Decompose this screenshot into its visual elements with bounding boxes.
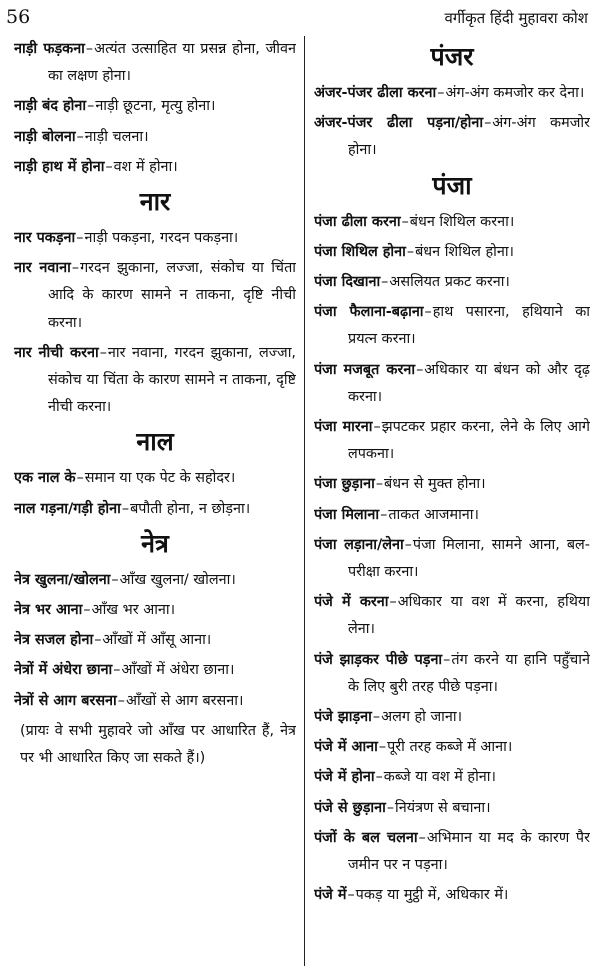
idiom-term: एक नाल के [14, 470, 76, 487]
idiom-meaning: बंधन शिथिल होना। [415, 243, 515, 260]
idiom-entry: पंजा फैलाना-बढ़ाना–हाथ पसारना, हथियाने का प्रयत्न करना। [314, 304, 590, 348]
idiom-meaning: बंधन शिथिल करना। [409, 213, 515, 230]
column-divider [304, 36, 305, 966]
idiom-entry: एक नाल के–समान या एक पेट के सहोदर। [14, 470, 236, 487]
idiom-entry: पंजे में आना–पूरी तरह कब्जे में आना। [314, 739, 513, 756]
idiom-meaning: अंग-अंग कमजोर होना। [348, 115, 590, 159]
idiom-meaning: नियंत्रण से बचाना। [395, 799, 491, 816]
idiom-meaning: आँख भर आना। [91, 602, 176, 619]
idiom-meaning: अधिकार या बंधन को और दृढ़ करना। [348, 361, 590, 405]
idiom-meaning: समान या एक पेट के सहोदर। [84, 470, 236, 487]
idiom-meaning: नाड़ी छूटना, मृत्यु होना। [95, 98, 216, 115]
idiom-meaning: बपौती होना, न छोड़ना। [130, 500, 251, 517]
idiom-meaning: पकड़ या मुट्ठी में, अधिकार में। [355, 887, 509, 904]
idiom-term: नेत्र भर आना [14, 602, 83, 619]
idiom-meaning: वश में होना। [113, 158, 178, 175]
section-heading-panjar: पंजर [430, 42, 474, 71]
idiom-entry: पंजे से छुड़ाना–नियंत्रण से बचाना। [314, 799, 491, 816]
section-heading-panja: पंजा [432, 170, 472, 200]
idiom-meaning: हाथ पसारना, हथियाने का प्रयत्न करना। [348, 304, 590, 348]
idiom-entry: पंजा दिखाना–असलियत प्रकट करना। [314, 274, 510, 291]
idiom-entry: नाड़ी बोलना–नाड़ी चलना। [14, 128, 149, 145]
idiom-term: पंजा मिलाना [314, 506, 380, 523]
idiom-term: नार पकड़ना [14, 230, 76, 247]
idiom-meaning: अत्यंत उत्साहित या प्रसन्न होना, जीवन का लक्षण होना। [48, 41, 296, 85]
idiom-entry: नाड़ी हाथ में होना–वश में होना। [14, 158, 178, 175]
idiom-entry: पंजे में करना–अधिकार या वश में करना, हथिया लेना। [314, 594, 590, 638]
idiom-entry: नेत्र भर आना–आँख भर आना। [14, 602, 176, 619]
idiom-entry: पंजा ढीला करना–बंधन शिथिल करना। [314, 213, 515, 230]
idiom-meaning: आँख खुलना/ खोलना। [119, 571, 236, 588]
idiom-term: अंजर-पंजर ढीला करना [314, 85, 437, 101]
idiom-term: पंजे में [314, 887, 347, 904]
idiom-term: नेत्र खुलना/खोलना [14, 571, 111, 588]
idiom-term: पंजा मारना [314, 419, 373, 436]
idiom-entry: नाल गड़ना/गड़ी होना–बपौती होना, न छोड़ना। [14, 500, 251, 517]
idiom-entry: पंजा लड़ाना/लेना–पंजा मिलाना, सामने आना, बल-परीक्षा करना। [314, 536, 590, 581]
page-header [0, 0, 600, 36]
idiom-term: पंजे झाड़ना [314, 709, 372, 726]
idiom-term: पंजे में आना [314, 739, 378, 756]
idiom-term: पंजों के बल चलना [314, 829, 418, 846]
idiom-meaning: पंजा मिलाना, सामने आना, बल-परीक्षा करना। [348, 536, 590, 581]
idiom-term: अंजर-पंजर ढीला पड़ना/होना [314, 115, 484, 132]
idiom-meaning: आँखों में आँसू आना। [102, 632, 212, 649]
idiom-meaning: झपटकर प्रहार करना, लेने के लिए आगे लपकना। [348, 419, 590, 463]
idiom-meaning: ताकत आजमाना। [388, 506, 479, 523]
netra-note: (प्रायः वे सभी मुहावरे जो आँख पर आधारित हैं, नेत्र पर भी आधारित किए जा सकते हैं।) [20, 722, 296, 767]
idiom-term: नाड़ी बंद होना [14, 98, 87, 115]
idiom-term: पंजे में होना [314, 769, 375, 786]
idiom-entry: नार पकड़ना–नाड़ी पकड़ना, गरदन पकड़ना। [14, 230, 239, 247]
idiom-term: पंजा छुड़ाना [314, 476, 375, 493]
idiom-meaning: बंधन से मुक्त होना। [384, 476, 486, 493]
idiom-meaning: अलग हो जाना। [381, 709, 463, 726]
idiom-entry: पंजे में–पकड़ या मुट्ठी में, अधिकार में। [314, 887, 509, 904]
idiom-term: पंजा शिथिल होना [314, 243, 406, 260]
page-number: 56 [6, 6, 31, 28]
idiom-entry: नार नीची करना–नार नवाना, गरदन झुकाना, लज्जा, संकोच या चिंता के कारण सामने न ताकना, दृष्टि नीची करना। [14, 344, 296, 416]
idiom-term: नार नवाना [14, 260, 71, 277]
idiom-term: नाड़ी बोलना [14, 128, 76, 145]
idiom-entry: नार नवाना–गरदन झुकाना, लज्जा, संकोच या चिंता आदि के कारण सामने न ताकना, दृष्टि नीची करना। [14, 260, 296, 331]
idiom-meaning: नाड़ी चलना। [84, 128, 149, 145]
idiom-term: पंजे में करना [314, 594, 389, 611]
idiom-term: पंजा ढीला करना [314, 213, 401, 230]
idiom-term: नेत्रों में अंधेरा छाना [14, 662, 113, 679]
idiom-entry: नाड़ी फड़कना–अत्यंत उत्साहित या प्रसन्न होना, जीवन का लक्षण होना। [14, 41, 296, 85]
section-heading-naal: नाल [136, 427, 174, 457]
right-column [314, 36, 590, 968]
idiom-entry: पंजे में होना–कब्जे या वश में होना। [314, 769, 496, 786]
idiom-term: पंजा मजबूत करना [314, 361, 416, 378]
panjar-entries [314, 80, 590, 165]
idiom-meaning: गरदन झुकाना, लज्जा, संकोच या चिंता आदि के कारण सामने न ताकना, दृष्टि नीची करना। [48, 260, 296, 331]
left-column [14, 36, 296, 968]
netra-entries [14, 567, 296, 715]
idiom-term: पंजे झाड़कर पीछे पड़ना [314, 651, 443, 668]
idiom-meaning: असलियत प्रकट करना। [389, 274, 510, 291]
idiom-term: पंजा फैलाना-बढ़ाना [314, 304, 424, 321]
panja-entries [314, 209, 590, 910]
idiom-meaning: नाड़ी पकड़ना, गरदन पकड़ना। [84, 230, 239, 247]
idiom-meaning: आँखों से आग बरसना। [125, 692, 244, 709]
idiom-meaning: अधिकार या वश में करना, हथिया लेना। [348, 594, 590, 638]
idiom-entry: अंजर-पंजर ढीला पड़ना/होना–अंग-अंग कमजोर होना। [314, 115, 590, 159]
idiom-meaning: पूरी तरह कब्जे में आना। [387, 739, 513, 756]
naal-entries [14, 465, 296, 522]
idiom-entry: नेत्र खुलना/खोलना–आँख खुलना/ खोलना। [14, 571, 236, 588]
idiom-meaning: नार नवाना, गरदन झुकाना, लज्जा, संकोच या चिंता के कारण सामने न ताकना, दृष्टि नीची करना। [48, 344, 296, 416]
idiom-term: पंजा लड़ाना/लेना [314, 536, 404, 553]
idiom-entry: नेत्र सजल होना–आँखों में आँसू आना। [14, 632, 212, 649]
idiom-term: नार नीची करना [14, 344, 99, 361]
idiom-entry: पंजा छुड़ाना–बंधन से मुक्त होना। [314, 476, 486, 493]
section-heading-naar: नार [139, 187, 171, 217]
idiom-meaning: अभिमान या मद के कारण पैर जमीन पर न पड़ना। [348, 829, 590, 874]
idiom-meaning: कब्जे या वश में होना। [383, 769, 496, 786]
idiom-entry: पंजा शिथिल होना–बंधन शिथिल होना। [314, 243, 515, 260]
idiom-meaning: आँखों में अंधेरा छाना। [121, 662, 235, 679]
idiom-term: पंजा दिखाना [314, 274, 381, 291]
naar-entries [14, 225, 296, 421]
idiom-term: नेत्र सजल होना [14, 632, 94, 649]
idiom-entry: पंजा मजबूत करना–अधिकार या बंधन को और दृढ़ करना। [314, 361, 590, 405]
running-title: वर्गीकृत हिंदी मुहावरा कोश [444, 9, 588, 27]
idiom-entry: पंजा मारना–झपटकर प्रहार करना, लेने के लिए आगे लपकना। [314, 419, 590, 463]
idiom-entry: नेत्रों से आग बरसना–आँखों से आग बरसना। [14, 692, 244, 709]
idiom-entry: पंजे झाड़ना–अलग हो जाना। [314, 709, 463, 726]
idiom-meaning: तंग करने या हानि पहुँचाने के लिए बुरी तरह पीछे पड़ना। [348, 651, 590, 695]
idiom-term: नेत्रों से आग बरसना [14, 692, 117, 709]
idiom-entry: पंजे झाड़कर पीछे पड़ना–तंग करने या हानि पहुँचाने के लिए बुरी तरह पीछे पड़ना। [314, 651, 590, 695]
section-heading-netra: नेत्र [141, 528, 169, 558]
idiom-term: पंजे से छुड़ाना [314, 799, 386, 816]
idiom-entry: नाड़ी बंद होना–नाड़ी छूटना, मृत्यु होना। [14, 98, 216, 115]
idiom-entry: पंजों के बल चलना–अभिमान या मद के कारण पैर जमीन पर न पड़ना। [314, 829, 590, 874]
idiom-term: नाड़ी हाथ में होना [14, 158, 105, 175]
idiom-entry: अंजर-पंजर ढीला करना–अंग-अंग कमजोर कर देना। [314, 85, 585, 101]
idiom-meaning: अंग-अंग कमजोर कर देना। [445, 85, 585, 101]
idiom-term: नाड़ी फड़कना [14, 41, 85, 57]
idiom-entry: पंजा मिलाना–ताकत आजमाना। [314, 506, 479, 523]
idiom-entry: नेत्रों में अंधेरा छाना–आँखों में अंधेरा छाना। [14, 662, 235, 679]
nadi-entries [14, 36, 296, 181]
idiom-term: नाल गड़ना/गड़ी होना [14, 500, 121, 517]
